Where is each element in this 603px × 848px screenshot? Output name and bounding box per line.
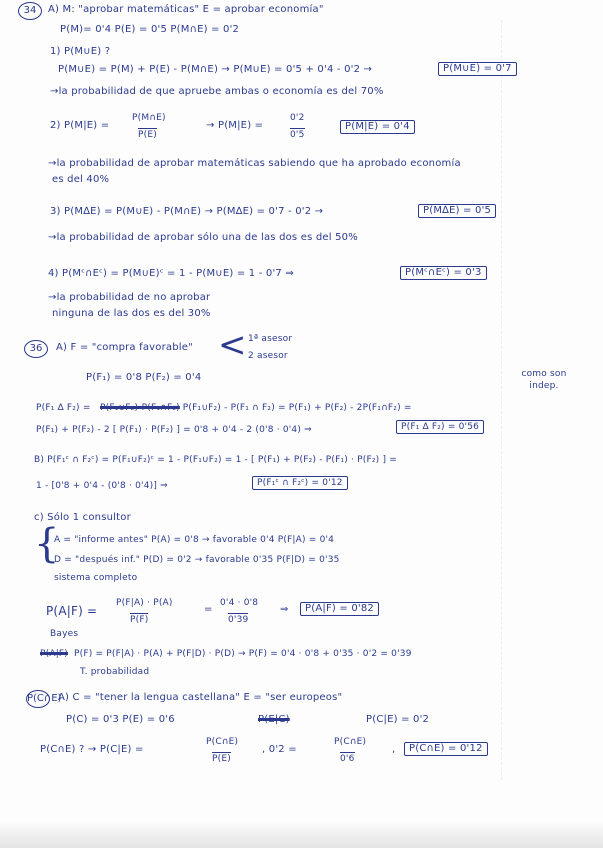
q38-result: P(C∩E) = 0'12 [404, 742, 488, 756]
q36-b-line2: 1 - [0'8 + 0'4 - (0'8 · 0'4)] ⇒ [36, 481, 168, 491]
q36-c-brace: { [34, 521, 60, 567]
q34-part2-label: 2) P(M|E) = [50, 120, 110, 131]
q36-c-complete-system: sistema completo [54, 573, 138, 583]
bleed-through-ghost [501, 20, 597, 780]
problem-number-38: P(C∩E) [26, 690, 50, 708]
q34-part4-calc: 4) P(Mᶜ∩Eᶜ) = P(M∪E)ᶜ = 1 - P(M∪E) = 1 - 0'7 ⇒ [48, 268, 294, 279]
q34-part3-result: P(M∆E) = 0'5 [418, 204, 496, 218]
q34-part1-result: P(M∪E) = 0'7 [438, 62, 517, 76]
q34-part3-calc: 3) P(M∆E) = P(M∪E) - P(M∩E) → P(M∆E) = 0'7 - 0'2 → [50, 206, 324, 217]
q36-b-line1: B) P(F₁ᶜ ∩ F₂ᶜ) = P(F₁∪F₂)ᶜ = 1 - P(F₁∪F₂) = 1 - [ P(F₁) + P(F₂) - P(F₁) · P(F₂) ] = [34, 455, 397, 465]
q36-c-bayes-note: Bayes [50, 629, 79, 639]
q34-part2-text1: →la probabilidad de aprobar matemáticas sabiendo que ha aprobado economía [48, 158, 461, 169]
q36-independence-note: como son indep. [521, 369, 567, 391]
q34-given: P(M)= 0'4 P(E) = 0'5 P(M∩E) = 0'2 [60, 24, 240, 35]
q38-den: P(E) [212, 754, 231, 764]
q38-a-label: A) C = "tener la lengua castellana" E = "ser europeos" [58, 692, 343, 703]
q36-line1-strike: P(F₁∪F₂)-P(F₁∩F₂) [100, 403, 180, 413]
q34-part3-text: →la probabilidad de aprobar sólo una de las dos es del 50% [48, 232, 358, 243]
scan-bottom-shadow [0, 820, 603, 848]
q36-c-total-prob: P(F) = P(F|A) · P(A) + P(F|D) · P(D) → P(F) = 0'4 · 0'8 + 0'35 · 0'2 = 0'39 [74, 649, 412, 659]
q34-part4-result: P(Mᶜ∩Eᶜ) = 0'3 [400, 266, 487, 280]
q34-part1-text: →la probabilidad de que apruebe ambas o economía es del 70% [50, 86, 384, 97]
q34-part1-calc: P(M∪E) = P(M) + P(E) - P(M∩E) → P(M∪E) = 0'5 + 0'4 - 0'2 → [58, 64, 373, 75]
q36-c-bayes-den2: 0'39 [228, 615, 249, 625]
q36-c-total-prob-note: T. probabilidad [80, 667, 150, 677]
q36-brace-bottom: 2 asesor [248, 351, 288, 361]
q36-c-implies: ⇒ [280, 604, 289, 615]
q36-c-event-d: D = "después inf." P(D) = 0'2 → favorable 0'35 P(F|D) = 0'35 [54, 555, 340, 565]
q38-num2: P(C∩E) [334, 737, 367, 747]
q36-line1-b: = P(F₁∪F₂) - P(F₁ ∩ F₂) = P(F₁) + P(F₂) - 2P(F₁∩F₂) = [172, 403, 412, 413]
q36-line2-result: P(F₁ ∆ F₂) = 0'56 [396, 420, 484, 434]
q36-c-tp-strike: P(A|F) [40, 649, 69, 659]
q36-c-event-a: A = "informe antes" P(A) = 0'8 → favorable 0'4 P(F|A) = 0'4 [54, 535, 335, 545]
q34-part2-text2: es del 40% [52, 174, 110, 185]
q36-c-bayes-result: P(A|F) = 0'82 [300, 602, 379, 616]
q34-part4-text1: →la probabilidad de no aprobar [48, 292, 211, 303]
problem-number-34: 34 [18, 2, 42, 20]
q36-c-bayes-lhs: P(A|F) = [46, 604, 98, 618]
q36-c-label: c) Sólo 1 consultor [34, 512, 131, 523]
q38-line-a: P(C∩E) ? → P(C|E) = [40, 744, 144, 755]
q38-comma: , [392, 744, 396, 755]
q36-line1-a: P(F₁ ∆ F₂) = [36, 403, 91, 413]
q36-line2: P(F₁) + P(F₂) - 2 [ P(F₁) · P(F₂) ] = 0'8 + 0'4 - 2 (0'8 · 0'4) ⇒ [36, 425, 312, 435]
q36-c-bayes-den: P(F) [130, 615, 149, 625]
problem-number-36: 36 [24, 340, 48, 358]
q36-a-label: A) F = "compra favorable" [56, 342, 193, 353]
q38-given-strike: P(E|C) [258, 714, 290, 725]
q38-given-a: P(C) = 0'3 P(E) = 0'6 [66, 714, 175, 725]
q36-brace-top: 1ª asesor [248, 334, 293, 344]
q34-part4-text2: ninguna de las dos es del 30% [52, 308, 211, 319]
q34-part2-mid: → P(M|E) = [206, 120, 264, 131]
q34-part2-num: P(M∩E) [132, 113, 166, 123]
q34-part2-num2: 0'2 [290, 113, 305, 123]
q36-given: P(F₁) = 0'8 P(F₂) = 0'4 [86, 372, 202, 383]
q36-c-equals: = [204, 604, 213, 615]
q38-num: P(C∩E) [206, 737, 239, 747]
q34-part2-den: P(E) [138, 130, 157, 140]
q38-den2: 0'6 [340, 754, 355, 764]
q38-mid: , 0'2 = [262, 744, 297, 755]
q36-b-result: P(F₁ᶜ ∩ F₂ᶜ) = 0'12 [252, 476, 348, 490]
q34-header: A) M: "aprobar matemáticas" E = aprobar economía" [48, 4, 324, 15]
q34-part2-result: P(M|E) = 0'4 [340, 120, 415, 134]
q34-part1-label: 1) P(M∪E) ? [50, 46, 111, 57]
q36-c-bayes-num2: 0'4 · 0'8 [220, 598, 259, 608]
q36-brace: < [218, 325, 247, 365]
q38-given-b: P(C|E) = 0'2 [366, 714, 430, 725]
q36-c-bayes-num: P(F|A) · P(A) [116, 598, 173, 608]
q34-part2-den2: 0'5 [290, 130, 305, 140]
